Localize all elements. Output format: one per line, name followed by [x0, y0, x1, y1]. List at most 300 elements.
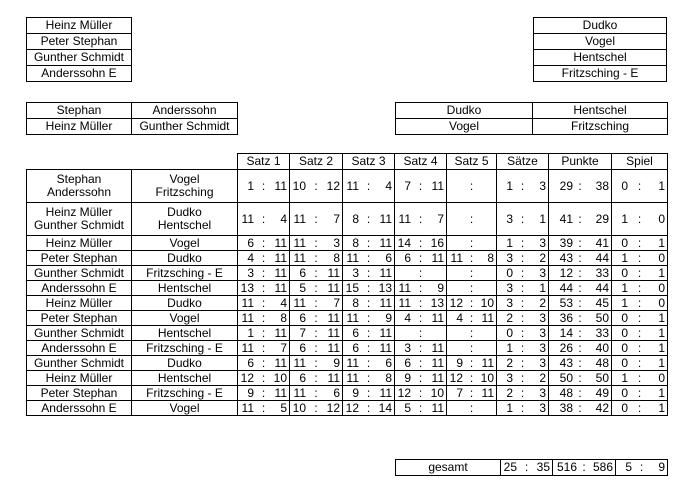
away-doubles-table — [395, 102, 668, 135]
score-colon: : — [637, 265, 642, 280]
set-1-score — [238, 386, 290, 401]
score-colon: : — [469, 400, 474, 415]
set-4-score-home: 11 — [398, 295, 411, 310]
score-colon: : — [261, 265, 266, 280]
home-player-1: Heinz Müller — [27, 18, 132, 34]
col-header-4: Satz 4 — [395, 154, 447, 170]
away-player-cell — [132, 371, 238, 386]
score-colon: : — [366, 265, 371, 280]
punkte-score-away: 48 — [595, 355, 609, 370]
home-player-cell-line: Gunther Schmidt — [33, 355, 125, 370]
set-5-score — [447, 371, 497, 386]
score-colon: : — [578, 250, 582, 265]
set-4-score-away: 11 — [431, 178, 444, 193]
punkte-score-home: 44 — [559, 280, 573, 295]
set-5-score-home: 12 — [449, 295, 463, 310]
set-4-score-home: 4 — [404, 310, 411, 325]
score-colon: : — [261, 211, 266, 226]
home-player-cell-line: Gunther Schmidt — [33, 265, 125, 280]
score-colon: : — [520, 310, 525, 325]
set-1-score — [238, 326, 290, 341]
score-colon: : — [578, 370, 582, 385]
saetze-score-home: 1 — [506, 340, 513, 355]
home-player-cell — [27, 356, 132, 371]
set-5-score-away: 8 — [487, 250, 494, 265]
set-2-score-away: 11 — [327, 265, 340, 280]
set-1-score-home: 12 — [240, 370, 254, 385]
set-5-score-home — [449, 342, 463, 355]
score-colon: : — [366, 280, 371, 295]
set-1-score-home: 6 — [247, 355, 254, 370]
home-player-cell-line: Heinz Müller — [45, 295, 113, 310]
set-3-score-away: 11 — [379, 265, 392, 280]
spiel-score-home: 1 — [621, 280, 628, 295]
spiel-score-home: 0 — [621, 325, 628, 340]
punkte-score — [549, 203, 612, 236]
set-3-score-away: 13 — [378, 280, 392, 295]
set-1-score-home: 1 — [247, 178, 254, 193]
set-5-score — [447, 311, 497, 326]
col-header-7: Punkte — [549, 154, 612, 170]
set-3-score-away: 11 — [379, 325, 392, 340]
punkte-score-home: 39 — [559, 235, 573, 250]
spiel-score — [612, 266, 668, 281]
set-1-score — [238, 266, 290, 281]
set-1-score-home: 9 — [247, 385, 254, 400]
away-player-cell-line: Dudko — [167, 295, 202, 310]
set-4-score-away: 9 — [437, 280, 444, 295]
score-colon: : — [637, 295, 642, 310]
score-colon: : — [314, 385, 318, 400]
saetze-score-away: 3 — [539, 265, 546, 280]
score-colon: : — [418, 370, 423, 385]
saetze-score — [497, 266, 549, 281]
set-4-score-home: 9 — [404, 370, 411, 385]
set-2-score — [290, 203, 343, 236]
saetze-score-home: 3 — [506, 370, 513, 385]
score-colon: : — [261, 340, 266, 355]
set-3-score — [343, 281, 395, 296]
table-row — [27, 296, 668, 311]
spiel-score-home: 0 — [621, 178, 628, 193]
score-colon: : — [314, 211, 318, 226]
set-1-score — [238, 236, 290, 251]
saetze-score — [497, 341, 549, 356]
header-spacer-away — [132, 154, 238, 170]
table-row — [27, 236, 668, 251]
set-1-score — [238, 401, 290, 416]
away-player-cell-line: Vogel — [169, 400, 200, 415]
home-player-cell-line: Heinz Müller — [45, 205, 113, 219]
set-1-score — [238, 341, 290, 356]
set-3-score-home: 9 — [352, 385, 359, 400]
home-player-cell-line: Gunther Schmidt — [33, 325, 125, 340]
saetze-score-away: 3 — [539, 340, 546, 355]
score-colon: : — [520, 340, 525, 355]
set-5-score-away — [480, 402, 494, 415]
spiel-score-away: 0 — [658, 295, 665, 310]
away-player-cell — [132, 170, 238, 203]
score-colon: : — [314, 250, 318, 265]
score-colon: : — [578, 178, 582, 193]
punkte-score-home: 36 — [559, 310, 573, 325]
punkte-score-home: 43 — [559, 250, 573, 265]
punkte-score — [549, 236, 612, 251]
score-colon: : — [418, 400, 423, 415]
set-4-score — [395, 326, 447, 341]
set-5-score — [447, 251, 497, 266]
score-colon: : — [418, 310, 423, 325]
spiel-score-home: 1 — [621, 370, 628, 385]
spiel-score-home: 0 — [621, 340, 628, 355]
set-2-score-home: 6 — [299, 340, 306, 355]
set-1-score-home: 13 — [240, 280, 254, 295]
set-4-score-home — [397, 267, 411, 280]
set-1-score — [238, 296, 290, 311]
score-colon: : — [418, 355, 423, 370]
score-colon: : — [469, 235, 474, 250]
col-header-2: Satz 2 — [290, 154, 343, 170]
set-1-score-away: 10 — [273, 370, 287, 385]
score-table — [26, 153, 668, 416]
away-player-cell-line: Fritzsching - E — [146, 340, 223, 355]
score-colon: : — [418, 295, 423, 310]
away-player-cell — [132, 203, 238, 236]
set-2-score-away: 11 — [327, 325, 340, 340]
table-row — [27, 170, 668, 203]
set-2-score — [290, 356, 343, 371]
spiel-score-away: 1 — [658, 310, 665, 325]
score-colon: : — [520, 250, 525, 265]
home-double-2b: Gunther Schmidt — [132, 119, 238, 135]
set-1-score-away: 11 — [274, 355, 287, 370]
score-colon: : — [366, 325, 371, 340]
spiel-score — [612, 170, 668, 203]
home-player-cell-line: Peter Stephan — [40, 250, 118, 265]
score-colon: : — [418, 250, 423, 265]
saetze-score-home: 3 — [506, 211, 513, 226]
set-1-score — [238, 356, 290, 371]
score-colon: : — [637, 280, 642, 295]
set-2-score — [290, 341, 343, 356]
set-1-score-away: 11 — [274, 265, 287, 280]
score-colon: : — [520, 211, 525, 226]
saetze-score-away: 2 — [539, 295, 546, 310]
set-5-score-home — [449, 213, 463, 226]
home-player-3: Gunther Schmidt — [27, 50, 132, 66]
score-colon: : — [637, 385, 642, 400]
set-5-score-home: 9 — [456, 355, 463, 370]
home-player-cell — [27, 341, 132, 356]
score-colon: : — [314, 340, 318, 355]
set-1-score-away: 11 — [274, 250, 287, 265]
saetze-score-away: 2 — [539, 370, 546, 385]
score-colon: : — [637, 340, 642, 355]
home-player-2: Peter Stephan — [27, 34, 132, 50]
away-player-cell-line: Fritzsching - E — [146, 385, 223, 400]
spiel-score-away: 1 — [658, 355, 665, 370]
set-2-score-away: 9 — [333, 355, 340, 370]
set-2-score-away: 6 — [333, 385, 340, 400]
set-1-score-away: 4 — [280, 295, 287, 310]
spiel-score — [612, 203, 668, 236]
punkte-score — [549, 341, 612, 356]
away-double-1a: Dudko — [396, 103, 533, 119]
away-player-2: Vogel — [534, 34, 667, 50]
score-colon: : — [366, 295, 371, 310]
set-2-score-away: 11 — [327, 310, 340, 325]
total-spiel-away: 9 — [658, 460, 665, 474]
saetze-score-away: 3 — [539, 310, 546, 325]
table-row — [27, 266, 668, 281]
total-saetze — [501, 460, 553, 476]
saetze-score-home: 3 — [506, 295, 513, 310]
set-3-score-away: 6 — [385, 250, 392, 265]
score-colon: : — [578, 235, 582, 250]
saetze-score-away: 3 — [539, 235, 546, 250]
score-colon: : — [637, 400, 642, 415]
score-body — [27, 170, 668, 416]
punkte-score-away: 41 — [595, 235, 609, 250]
home-player-cell — [27, 311, 132, 326]
score-colon: : — [524, 460, 529, 474]
away-player-cell-line: Hentschel — [157, 370, 212, 385]
punkte-score-home: 12 — [559, 265, 573, 280]
score-colon: : — [418, 325, 423, 340]
saetze-score — [497, 251, 549, 266]
score-colon: : — [469, 385, 474, 400]
set-3-score-home: 11 — [346, 178, 359, 193]
set-4-score — [395, 266, 447, 281]
away-player-4: Fritzsching - E — [534, 66, 667, 82]
score-colon: : — [578, 340, 582, 355]
table-row — [27, 203, 668, 236]
set-1-score-away: 11 — [274, 325, 287, 340]
set-5-score — [447, 296, 497, 311]
set-4-score — [395, 203, 447, 236]
set-3-score-home: 15 — [345, 280, 359, 295]
away-player-cell — [132, 251, 238, 266]
set-4-score — [395, 401, 447, 416]
set-5-score-away — [480, 237, 494, 250]
set-3-score-home: 8 — [352, 235, 359, 250]
score-colon: : — [637, 310, 642, 325]
punkte-score — [549, 266, 612, 281]
home-player-cell-line: Anderssohn E — [41, 340, 117, 355]
score-colon: : — [578, 325, 582, 340]
score-colon: : — [418, 385, 423, 400]
home-double-2a: Heinz Müller — [27, 119, 132, 135]
home-player-cell-line: Heinz Müller — [45, 370, 113, 385]
set-2-score-home: 11 — [293, 295, 306, 310]
punkte-score-away: 33 — [595, 265, 609, 280]
spiel-score-away: 0 — [658, 280, 665, 295]
table-row — [27, 326, 668, 341]
score-colon: : — [637, 178, 642, 193]
home-player-cell — [27, 281, 132, 296]
set-3-score — [343, 356, 395, 371]
total-saetze-home: 25 — [503, 460, 517, 474]
home-player-cell-line: Peter Stephan — [40, 385, 118, 400]
set-1-score-away: 7 — [280, 340, 287, 355]
saetze-score-home: 2 — [506, 355, 513, 370]
set-1-score-home: 11 — [241, 310, 254, 325]
saetze-score-home: 3 — [506, 250, 513, 265]
punkte-score-home: 50 — [559, 370, 573, 385]
set-3-score-home: 11 — [346, 250, 359, 265]
set-5-score — [447, 386, 497, 401]
set-4-score-home: 12 — [397, 385, 411, 400]
set-2-score-home: 6 — [299, 265, 306, 280]
set-4-score — [395, 281, 447, 296]
set-4-score — [395, 311, 447, 326]
away-player-cell — [132, 311, 238, 326]
spiel-score-away: 1 — [658, 178, 665, 193]
punkte-score — [549, 371, 612, 386]
spiel-score-away: 1 — [658, 385, 665, 400]
set-3-score-away: 6 — [385, 355, 392, 370]
set-3-score-away: 8 — [385, 370, 392, 385]
set-3-score — [343, 371, 395, 386]
away-player-cell-line: Dudko — [167, 250, 202, 265]
score-colon: : — [418, 340, 423, 355]
total-spiel-home: 5 — [625, 460, 632, 474]
spiel-score — [612, 356, 668, 371]
score-colon: : — [366, 235, 371, 250]
score-colon: : — [314, 295, 318, 310]
set-1-score-home: 6 — [247, 235, 254, 250]
punkte-score-away: 50 — [595, 310, 609, 325]
set-1-score-away: 11 — [274, 235, 287, 250]
set-3-score — [343, 311, 395, 326]
home-player-cell-line: Peter Stephan — [40, 310, 118, 325]
score-colon: : — [366, 310, 371, 325]
away-player-cell-line: Vogel — [169, 172, 200, 186]
score-colon: : — [578, 211, 582, 226]
set-3-score-home: 3 — [352, 265, 359, 280]
table-row — [27, 371, 668, 386]
set-2-score-away: 11 — [327, 280, 340, 295]
score-colon: : — [637, 355, 642, 370]
total-punkte — [553, 460, 616, 476]
spiel-score-home: 1 — [621, 250, 628, 265]
score-colon: : — [469, 325, 474, 340]
set-4-score-home: 11 — [398, 280, 411, 295]
home-player-cell — [27, 266, 132, 281]
score-colon: : — [520, 355, 525, 370]
punkte-score — [549, 296, 612, 311]
punkte-score-away: 40 — [595, 340, 609, 355]
set-3-score-home: 11 — [346, 310, 359, 325]
score-colon: : — [520, 370, 525, 385]
score-colon: : — [520, 178, 525, 193]
set-2-score — [290, 251, 343, 266]
set-1-score-home: 1 — [247, 325, 254, 340]
set-5-score — [447, 170, 497, 203]
set-5-score-away: 10 — [480, 370, 494, 385]
saetze-score-away: 1 — [539, 280, 546, 295]
score-colon: : — [469, 355, 474, 370]
saetze-score-home: 0 — [506, 325, 513, 340]
away-player-cell — [132, 296, 238, 311]
set-1-score — [238, 311, 290, 326]
set-5-score-away: 11 — [481, 355, 494, 370]
score-colon: : — [366, 250, 371, 265]
col-header-1: Satz 1 — [238, 154, 290, 170]
set-3-score — [343, 266, 395, 281]
away-player-1: Dudko — [534, 18, 667, 34]
away-player-cell-line: Dudko — [167, 205, 202, 219]
set-3-score — [343, 251, 395, 266]
set-2-score-home: 11 — [293, 355, 306, 370]
score-colon: : — [261, 250, 266, 265]
punkte-score — [549, 251, 612, 266]
spiel-score-away: 0 — [658, 370, 665, 385]
set-1-score-home: 11 — [241, 295, 254, 310]
set-4-score — [395, 341, 447, 356]
set-2-score-home: 7 — [299, 325, 306, 340]
score-colon: : — [637, 211, 642, 226]
punkte-score-home: 41 — [559, 211, 573, 226]
set-2-score-home: 11 — [293, 250, 306, 265]
set-2-score-away: 7 — [333, 211, 340, 226]
set-3-score-home: 8 — [352, 295, 359, 310]
score-colon: : — [469, 211, 474, 226]
score-colon: : — [520, 385, 525, 400]
set-2-score-away: 12 — [326, 178, 340, 193]
spiel-score — [612, 251, 668, 266]
score-colon: : — [261, 235, 266, 250]
away-player-cell-line: Fritzsching — [155, 185, 214, 199]
set-3-score — [343, 296, 395, 311]
totals-table — [395, 459, 668, 476]
score-colon: : — [418, 211, 423, 226]
set-2-score — [290, 371, 343, 386]
score-colon: : — [366, 211, 371, 226]
saetze-score — [497, 386, 549, 401]
home-player-cell-line: Gunther Schmidt — [33, 218, 125, 232]
set-5-score-away: 11 — [481, 310, 494, 325]
saetze-score — [497, 281, 549, 296]
score-colon: : — [366, 400, 371, 415]
set-2-score-away: 7 — [333, 295, 340, 310]
punkte-score-away: 42 — [595, 400, 609, 415]
set-1-score-home: 11 — [241, 211, 254, 226]
set-2-score-away: 11 — [327, 370, 340, 385]
home-player-cell-line: Anderssohn E — [41, 400, 117, 415]
set-2-score-home: 11 — [293, 385, 306, 400]
set-2-score-home: 6 — [299, 370, 306, 385]
score-colon: : — [314, 310, 318, 325]
set-4-score-home: 6 — [404, 250, 411, 265]
punkte-score-away: 49 — [595, 385, 609, 400]
spiel-score — [612, 341, 668, 356]
col-header-6: Sätze — [497, 154, 549, 170]
score-colon: : — [366, 385, 371, 400]
set-1-score-away: 5 — [280, 400, 287, 415]
home-player-cell — [27, 296, 132, 311]
score-colon: : — [418, 235, 423, 250]
set-5-score-away — [480, 327, 494, 340]
set-4-score-away: 7 — [437, 211, 444, 226]
set-4-score-home: 5 — [404, 400, 411, 415]
score-colon: : — [261, 355, 266, 370]
punkte-score — [549, 356, 612, 371]
score-colon: : — [578, 265, 582, 280]
saetze-score — [497, 236, 549, 251]
score-colon: : — [637, 235, 642, 250]
set-4-score — [395, 371, 447, 386]
